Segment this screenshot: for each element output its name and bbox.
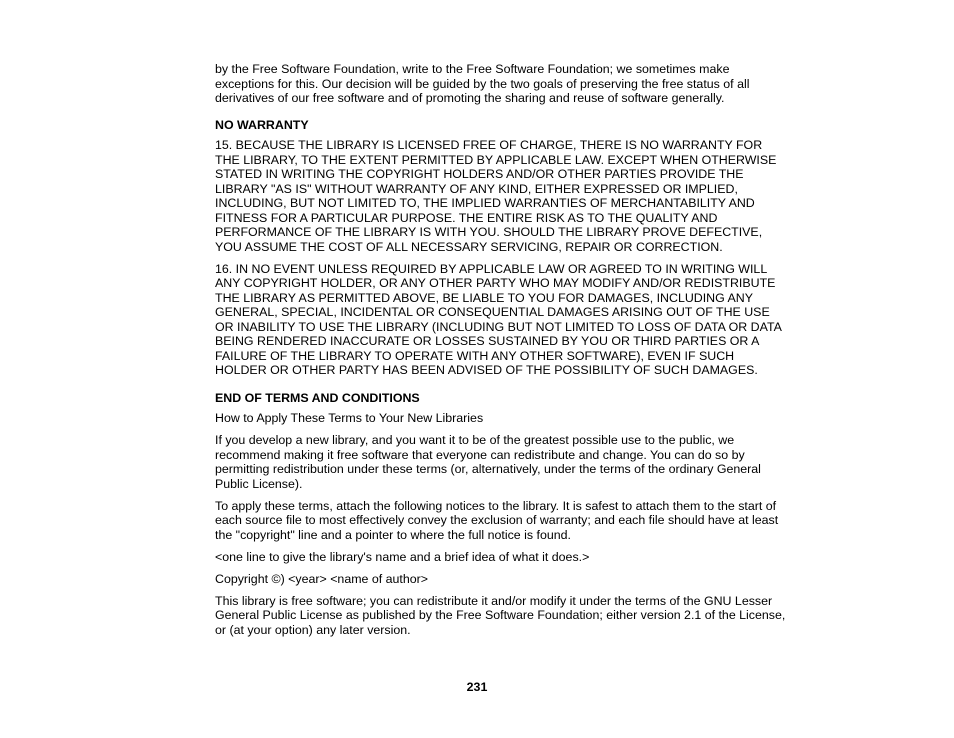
develop-library-paragraph: If you develop a new library, and you want it to be of the greatest possible use to the public, we recommend making it free software that everyone can redistribute and change. You can do so by permitting redistribution under these terms (or, alternatively, under the terms of the ordinary General Public License). — [215, 433, 761, 491]
how-to-apply-line: How to Apply These Terms to Your New Libraries — [215, 411, 484, 425]
clause-15-paragraph: 15. BECAUSE THE LIBRARY IS LICENSED FREE OF CHARGE, THERE IS NO WARRANTY FOR THE LIBRARY, TO THE EXTENT PERMITTED BY APPLICABLE LAW. EXCEPT WHEN OTHERWISE STATED IN WRITING THE COPYRIGHT HOLDERS AND/OR OTHER PARTIES PROVIDE THE LIBRARY "AS IS" WITHOUT WARRANTY OF ANY KIND, EITHER EXPRESSED OR IMPLIED, INCLUDING, BUT NOT LIMITED TO, THE IMPLIED WARRANTIES OF MERCHANTABILITY AND FITNESS FOR A PARTICULAR PURPOSE. THE ENTIRE RISK AS TO THE QUALITY AND PERFORMANCE OF THE LIBRARY IS WITH YOU. SHOULD THE LIBRARY PROVE DEFECTIVE, YOU ASSUME THE COST OF ALL NECESSARY SERVICING, REPAIR OR CORRECTION. — [215, 138, 777, 254]
no-warranty-heading: NO WARRANTY — [215, 117, 309, 132]
end-of-terms-heading: END OF TERMS AND CONDITIONS — [215, 390, 420, 405]
copyright-line: Copyright ©) <year> <name of author> — [215, 571, 429, 586]
page-number: 231 — [466, 680, 488, 694]
apply-terms-paragraph: To apply these terms, attach the following notices to the library. It is safest to attach them to the start of each source file to most effectively convey the exclusion of warranty; and each file should have at least the "copyright" line and a pointer to where the full notice is found. — [215, 498, 779, 542]
intro-paragraph: by the Free Software Foundation, write to the Free Software Foundation; we sometimes make exceptions for this. Our decision will be guided by the two goals of preserving the free status of all derivatives of our free software and of promoting the sharing and reuse of software generally. — [215, 62, 750, 105]
free-software-paragraph: This library is free software; you can redistribute it and/or modify it under the terms of the GNU Lesser General Public License as published by the Free Software Foundation; either version 2.1 of the License, or (at your option) any later version. — [215, 593, 786, 637]
page-content — [215, 62, 827, 645]
clause-16-paragraph: 16. IN NO EVENT UNLESS REQUIRED BY APPLICABLE LAW OR AGREED TO IN WRITING WILL ANY COPYRIGHT HOLDER, OR ANY OTHER PARTY WHO MAY MODIFY AND/OR REDISTRIBUTE THE LIBRARY AS PERMITTED ABOVE, BE LIABLE TO YOU FOR DAMAGES, INCLUDING ANY GENERAL, SPECIAL, INCIDENTAL OR CONSEQUENTIAL DAMAGES ARISING OUT OF THE USE OR INABILITY TO USE THE LIBRARY (INCLUDING BUT NOT LIMITED TO LOSS OF DATA OR DATA BEING RENDERED INACCURATE OR LOSSES SUSTAINED BY YOU OR THIRD PARTIES OR A FAILURE OF THE LIBRARY TO OPERATE WITH ANY OTHER SOFTWARE), EVEN IF SUCH HOLDER OR OTHER PARTY HAS BEEN ADVISED OF THE POSSIBILITY OF SUCH DAMAGES. — [215, 261, 782, 377]
library-name-line: <one line to give the library's name and a brief idea of what it does.> — [215, 549, 590, 564]
